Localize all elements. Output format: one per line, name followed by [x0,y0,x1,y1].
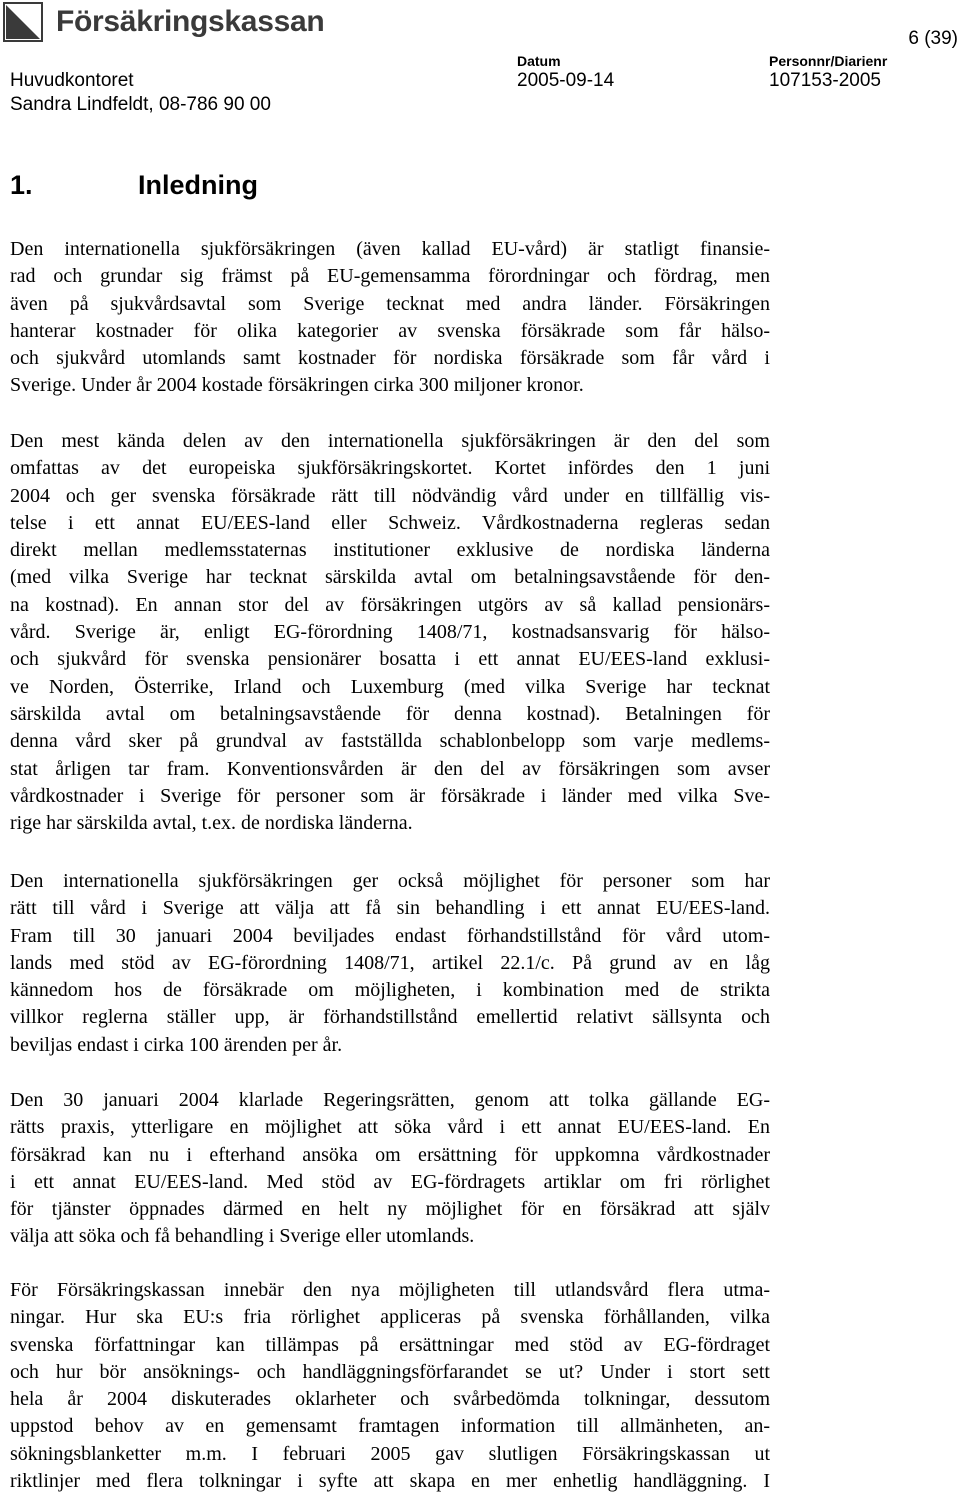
text-line: Fram till 30 januari 2004 beviljades endast förhandstillstånd för vård utom- [10,924,770,947]
text-line: (med vilka Sverige har tecknat särskilda avtal om betalningsavstående för den- [10,566,770,589]
paragraph-3 [10,868,770,1059]
section-number: 1. [10,170,33,200]
text-line: hela år 2004 diskuterades oklarheter och svårbedömda tolkningar, dessutom [10,1388,770,1411]
text-line: och sjukvård utomlands samt kostnader för nordiska försäkrade som får vård i [10,347,770,370]
text-line: na kostnad). En annan stor del av försäkringen utgörs av så kallad pensionärs- [10,593,770,616]
text-line: ningar. Hur ska EU:s fria rörlighet appliceras på svenska förhållanden, vilka [10,1306,770,1329]
text-line: särskilda avtal om betalningsavstående för denna kostnad). Betalningen för [10,702,770,725]
text-line: Sverige. Under år 2004 kostade försäkringen cirka 300 miljoner kronor. [10,374,584,397]
agency-name: Försäkringskassan [56,5,325,38]
text-line: beviljas endast i cirka 100 ärenden per år. [10,1033,343,1056]
text-line: rätt till vård i Sverige att välja att få sin behandling i ett annat EU/EES-land. [10,897,770,920]
text-line: försäkrad kan nu i efterhand ansöka om ersättning för uppkomna vårdkostnader [10,1143,770,1166]
text-line: vård. Sverige är, enligt EG-förordning 1408/71, kostnadsansvarig för hälso- [10,621,770,644]
text-line: rige har särskilda avtal, t.ex. de nordiska länderna. [10,812,413,835]
text-line: För Försäkringskassan innebär den nya möjligheten till utlandsvård flera utma- [10,1279,770,1301]
paragraph-1 [10,236,770,400]
reference-label: Personnr/Diarienr [769,53,888,69]
text-line: för tjänster öppnades därmed en helt ny möjlighet för en försäkrad att själv [10,1198,770,1221]
text-line: Den internationella sjukförsäkringen (även kallad EU-vård) är statligt finansie- [10,238,770,260]
text-line: lands med stöd av EG-förordning 1408/71, artikel 22.1/c. På grund av en låg [10,951,770,974]
text-line: hanterar kostnader för olika kategorier av svenska försäkrade som får hälso- [10,319,770,342]
date-value: 2005-09-14 [517,70,615,91]
text-line: ve Norden, Österrike, Irland och Luxemburg (med vilka Sverige har tecknat [10,675,770,698]
text-line: sökningsblanketter m.m. I februari 2005 gav slutligen Försäkringskassan ut [10,1442,770,1465]
text-line: Den mest kända delen av den internationella sjukförsäkringen är den del som [10,430,770,452]
text-line: och hur bör ansöknings- och handläggningsförfarandet se ut? Under i stort sett [10,1360,770,1383]
text-line: 2004 och ger svenska försäkrade rätt till nödvändig vård under en tillfällig vis- [10,484,770,507]
agency-logo [3,2,324,42]
text-line: i ett annat EU/EES-land. Med stöd av EG-fördragets artiklar om fri rörlighet [10,1170,770,1193]
text-line: riktlinjer med flera tolkningar i syfte att skapa en mer enhetlig handläggning. I [10,1470,770,1493]
text-line: vårdkostnader i Sverige för personer som är försäkrade i länder med vilka Sve- [10,784,770,807]
text-line: Den internationella sjukförsäkringen ger också möjlighet för personer som har [10,870,770,892]
text-line: omfattas av det europeiska sjukförsäkringskortet. Kortet infördes den 1 juni [10,457,770,480]
text-line: även på sjukvårdsavtal som Sverige tecknat med andra länder. Försäkringen [10,292,770,315]
text-line: rätts praxis, ytterligare en möjlighet att söka vård i ett annat EU/EES-land. En [10,1116,770,1139]
text-line: kännedom hos de försäkrade om möjligheten, i kombination med de strikta [10,979,770,1002]
paragraph-5 [10,1277,770,1495]
section-title: Inledning [138,170,258,200]
section-heading [10,170,258,201]
text-line: uppstod behov av en gemensamt framtagen information till allmänheten, an- [10,1415,770,1438]
text-line: svenska författningar kan tillämpas på ersättningar med stöd av EG-fördraget [10,1333,770,1356]
page-number: 6 (39) [908,28,958,49]
text-line: villkor reglerna ställer upp, är förhandstillstånd emellertid relativt sällsynta och [10,1006,770,1029]
text-line: telse i ett annat EU/EES-land eller Schweiz. Vårdkostnaderna regleras sedan [10,511,770,534]
paragraph-2 [10,428,770,837]
reference-value: 107153-2005 [769,70,881,91]
text-line: rad och grundar sig främst på EU-gemensamma förordningar och fördrag, men [10,265,770,288]
paragraph-4 [10,1087,770,1251]
text-line: stat årligen tar fram. Konventionsvården är den del av försäkringen som avser [10,757,770,780]
text-line: Den 30 januari 2004 klarlade Regeringsrätten, genom att tolka gällande EG- [10,1089,770,1111]
contact-info: Sandra Lindfeldt, 08-786 90 00 [10,94,271,115]
date-label: Datum [517,53,561,69]
agency-logo-icon [3,2,43,42]
text-line: välja att söka och få behandling i Sverige eller utomlands. [10,1225,475,1248]
text-line: direkt mellan medlemsstaternas institutioner exklusive de nordiska länderna [10,539,770,562]
text-line: och sjukvård för svenska pensionärer bosatta i ett annat EU/EES-land exklusi- [10,648,770,671]
office-name: Huvudkontoret [10,70,134,91]
text-line: denna vård sker på grundval av fastställda schablonbelopp som varje medlems- [10,730,770,753]
